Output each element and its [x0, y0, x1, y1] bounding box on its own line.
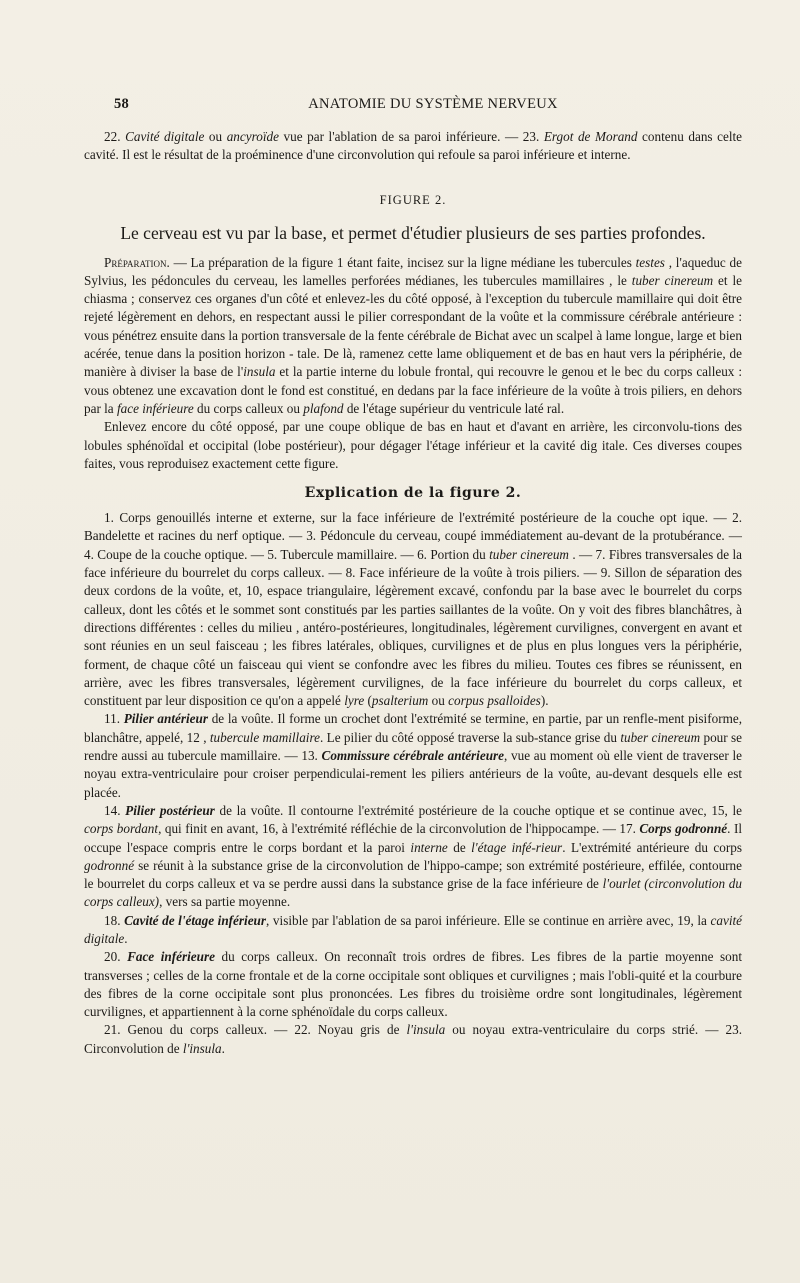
text: de	[447, 839, 472, 855]
text: . L'extrémité antérieure du corps	[562, 839, 742, 855]
figure-label: FIGURE 2.	[379, 192, 447, 207]
text: , vers sa partie moyenne.	[159, 894, 291, 910]
text: ou noyau extra-ventriculaire du corps strié. — 23. Circonvolution de	[84, 1022, 742, 1056]
text: .	[124, 930, 128, 946]
text: . Le pilier du côté opposé traverse la sub-stance grise du	[319, 729, 621, 745]
explanation-item-21	[84, 1021, 742, 1058]
text: . Il occupe l'espace compris entre le corps bordant et la paroi	[84, 821, 742, 855]
text: de l'étage supérieur du ventricule laté ral.	[343, 400, 565, 416]
term: psalterium	[371, 693, 429, 709]
explanation-item-20	[84, 948, 742, 1021]
preparation-paragraph-2: Enlevez encore du côté opposé, par une coupe oblique de bas en haut et d'avant en arrière, les circonvolu-tions des lobules sphénoïdal et occipital (lobe postérieur), pour dégager l'étage inférieur et la cavité dig itale. Ces diverses coupes faites, vous reproduisez exactement cette figure.	[84, 419, 742, 471]
text: .	[221, 1040, 225, 1056]
text: pour se rendre aussi au tubercule mamillaire. — 13.	[84, 729, 743, 764]
term: Corps godronné	[639, 821, 728, 837]
term: lyre	[344, 693, 365, 709]
term: tuber cinereum	[631, 272, 714, 288]
term: Cavité digitale	[125, 129, 205, 144]
text: se réunit à la substance grise de la circonvolution de l'hippo-campe; son extrémité postérieure, effilée, contourne le bourrelet du corps calleux et va se perdre aussi dans la substance grise de la face inférieure de	[84, 857, 742, 892]
term: face inférieure	[116, 400, 194, 416]
item-number: 18.	[104, 912, 125, 928]
term: godronné	[84, 857, 135, 873]
term: Cavité de l'étage inférieur	[124, 912, 267, 928]
running-title: ANATOMIE DU SYSTÈME NERVEUX	[308, 96, 558, 112]
preparation-lead: Préparation.	[104, 254, 170, 270]
explanation-item-14	[84, 802, 742, 912]
item-number: 11.	[104, 711, 124, 727]
figure-caption: Le cerveau est vu par la base, et permet d'étudier plusieurs de ses parties profondes.	[120, 222, 706, 243]
term: l'insula	[406, 1022, 446, 1038]
explanation-item-1	[84, 509, 742, 710]
term: insula	[243, 364, 276, 380]
explanation-item-11	[84, 710, 742, 801]
text: ).	[540, 693, 549, 709]
item-number: 14.	[104, 802, 126, 818]
term: Pilier postérieur	[125, 802, 215, 818]
text: et le chiasma ; conservez ces organes d'un côté et enlevez-les du côté opposé, à l'exception du tubercule mamillaire qui doit être rejeté légèrement en dehors, en respectant aussi le pilier correspondant de la voûte et la commissure cérébrale antérieure : vous pénétrez ensuite dans la portion transversale de la fente cérébrale de Bichat avec un scalpel à lame longue, large et bien acérée, tenue dans la position horizon - tale. De là, ramenez cette lame obliquement et de bas en haut vers la périphérie, de manière à diviser la base de l'	[84, 272, 742, 380]
term: plafond	[303, 400, 344, 416]
term: Commissure cérébrale antérieure	[321, 748, 505, 764]
term: testes	[635, 254, 665, 270]
text: du corps calleux ou	[193, 400, 304, 416]
text: (	[364, 693, 372, 709]
term: tuber cinereum	[620, 729, 701, 745]
text: 1. Corps genouillés interne et externe, sur la face inférieure de l'extrémité postérieure de la couche opt ique. — 2. Bandelette et racines du nerf optique. — 3. Pédoncule du cerveau, coupé immédiatement au-devant de la protubérance. — 4. Coupe de la couche optique. — 5. Tubercule mamillaire. — 6. Portion du	[84, 510, 742, 562]
text: ou	[428, 693, 449, 709]
item-number: 20.	[104, 949, 128, 965]
term: interne	[410, 839, 448, 855]
text: , visible par l'ablation de sa paroi inférieure. Elle se continue en arrière avec, 19, la	[266, 912, 711, 928]
text: , l'aqueduc de Sylvius, les pédoncules du cerveau, les lamelles perforées médianes, les tubercules mamillaires , le	[84, 254, 742, 288]
explanation-item-18	[84, 912, 742, 949]
term: ancyroïde	[226, 129, 279, 144]
term: corpus psalloides	[448, 693, 541, 709]
text: vue par l'ablation de sa paroi inférieure. — 23.	[278, 129, 544, 144]
text: du corps calleux. On reconnaît trois ordres de fibres. Les fibres de la partie moyenne sont transverses ; celles de la corne frontale et de la corne occipitale sont obliques et curvilignes ; mais l'obli-quité et la courbure des fibres de la corne occipitale sont plus prononcées. Les fibres du troisième ordre sont longitudinales, légèrement curvilignes, et appartiennent à la corne sphénoïdale du corps calleux.	[84, 949, 742, 1020]
text: 21. Genou du corps calleux. — 22. Noyau gris de	[104, 1022, 407, 1038]
running-header	[84, 96, 742, 118]
text: ou	[204, 129, 227, 144]
term: Pilier antérieur	[123, 711, 208, 727]
text: de la voûte. Il contourne l'extrémité postérieure de la couche optique et se continue avec, 15, le	[214, 802, 742, 818]
explanation-title: Explication de la figure 2.	[304, 485, 522, 502]
intro-paragraph	[84, 128, 742, 165]
text: — La préparation de la figure 1 étant faite, incisez sur la ligne médiane les tubercules	[169, 254, 636, 270]
term: Face inférieure	[127, 949, 215, 965]
page-number: 58	[114, 96, 130, 112]
term: Ergot de Morand	[543, 129, 638, 144]
text: , qui finit en avant, 16, à l'extrémité réfléchie de la circonvolution de l'hippocampe. — 17.	[158, 821, 640, 837]
text: contenu dans celte cavité. Il est le résultat de la proéminence d'une circonvolution qui refoule sa paroi inférieure et interne.	[84, 129, 743, 163]
text: de la voûte. Il forme un crochet dont l'extrémité se termine, en partie, par un renfle-ment pisiforme, blanchâtre, appelé, 12 ,	[84, 711, 742, 745]
item-number: 22.	[104, 129, 121, 144]
term: corps bordant	[84, 821, 159, 837]
term: tubercule mamillaire	[209, 729, 320, 745]
term: cavité digitale	[84, 912, 743, 946]
text: , vue au moment où elle vient de traverser le noyau extra-ventriculaire pour croiser perpendiculai-rement les piliers antérieurs de la voûte, au-devant desquels elle est placée.	[84, 748, 742, 800]
preparation-paragraph	[84, 254, 742, 419]
text: . — 7. Fibres transversales de la face inférieure du bourrelet du corps calleux. — 8. Face inférieure de la voûte à trois piliers. — 9. Sillon de séparation des deux cordons de la voûte, et, 10, espace triangulaire, légèrement excavé, confondu par la base avec le bourrelet du corps calleux, dont les côtés et le sommet sont constitués par les parties saillantes de la voûte. On y voit des fibres blanchâtres, à directions différentes : celles du milieu , antéro-postérieures, longitudinales, légèrement curvilignes, convergent en avant et sont réunies en un seul faisceau ; les fibres latérales, obliques, curvilignes et de plus en plus longues vers la périphérie, forment, de chaque côté un faisceau qui vient se confondre avec les fibres du milieu. Toutes ces fibres se réunissent, en arrière, avec les fibres transversales, légèrement curvilignes, de la face inférieure du bourrelet du corps calleux, et constituent par leur disposition ce qu'on a appelé	[84, 546, 743, 709]
term: tuber cinereum	[489, 546, 569, 562]
text: et la partie interne du lobule frontal, qui recouvre le genou et le bec du corps calleux : vous obtenez une excavation dont le fond est constitué, en dedans par la face inférieure de la voûte à trois piliers, en dehors par la	[84, 364, 742, 416]
term: l'étage infé-rieur	[471, 839, 563, 855]
term: l'ourlet (circonvolution du corps calleux)	[84, 876, 742, 910]
term: l'insula	[182, 1040, 222, 1056]
